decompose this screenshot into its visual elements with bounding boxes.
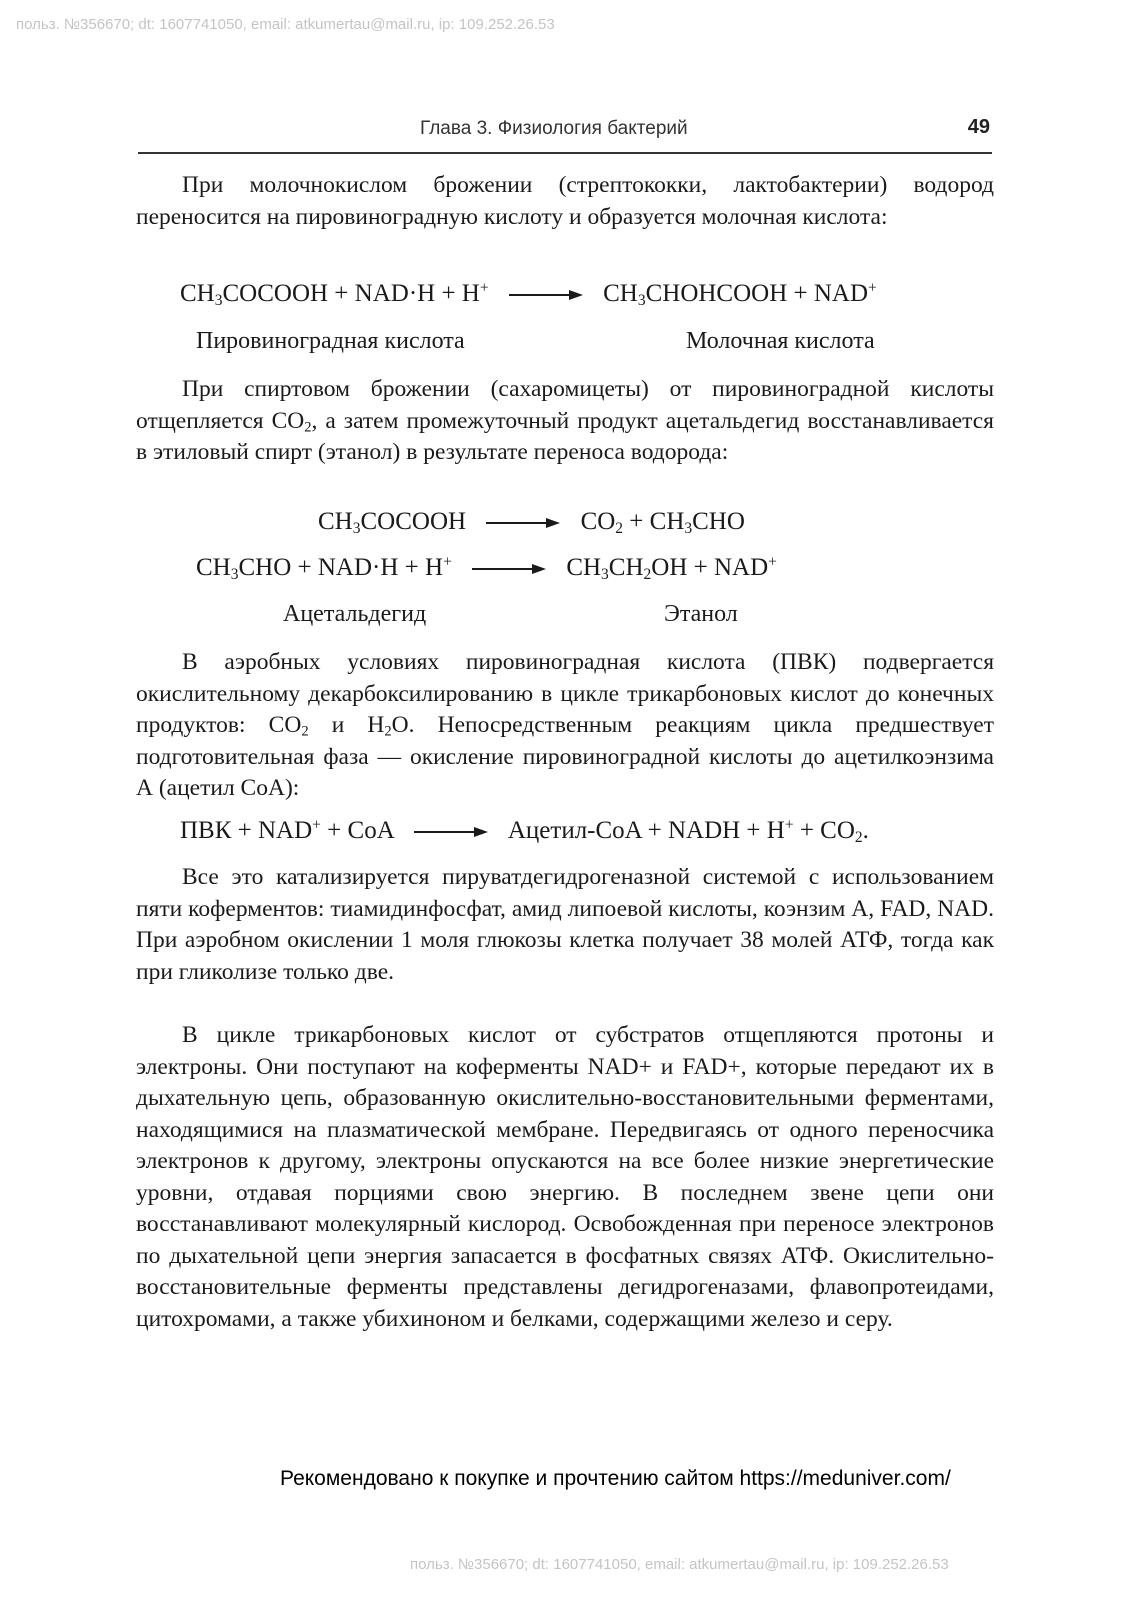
label-lactic-acid: Молочная кислота (686, 328, 875, 354)
paragraph-alcohol-fermentation: При спиртовом брожении (сахаромицеты) от пировиноградной кислоты отщепляется $CO_2$, а затем промежуточный продукт ацетальдегид восстанавливается в этиловый спирт (этанол) в результате переноса водорода: (136, 376, 994, 465)
page-header (138, 112, 992, 154)
reaction-arrow (509, 289, 583, 301)
chapter-title: Глава 3. Физиология бактерий (420, 118, 688, 139)
label-pyruvic-acid: Пировиноградная кислота (196, 328, 465, 354)
paragraph-aerobic: В аэробных условиях пировиноградная кислота (ПВК) подвергается окислительному декарбоксилированию в цикле трикарбоновых кислот до конечных продуктов: $CO_2$ и $H_2O$. Непосредственным реакциям цикла предшествует подготовительная фаза — окисление пировиноградной кислоты до ацетилкоэнзима А (ацетил CoA): (136, 649, 994, 801)
watermark-top: польз. №356670; dt: 1607741050, email: atkumertau@mail.ru, ip: 109.252.26.53 (16, 16, 555, 33)
reaction-arrow (472, 563, 546, 575)
label-acetaldehyde: Ацетальдегид (283, 601, 427, 627)
reaction-arrow (414, 826, 488, 838)
equation-acetyl-coa: ПВК + NAD+ + CoA Ацетил-CoA + NADH + $H^+ + CO_2$. (180, 816, 869, 846)
equation-decarboxylation: $CH_3COCOOH$ $CO_2 + CH_3CHO$ (318, 508, 745, 537)
page-number: 49 (967, 116, 990, 138)
paragraph-respiratory-chain: В цикле трикарбоновых кислот от субстратов отщепляются протоны и электроны. Они поступают на коферменты NAD+ и FAD+, которые передают их в дыхательную цепь, образованную окислительно-восстановительными ферментами, находящимися на плазматической мембране. Передвигаясь от одного переносчика электронов к другому, электроны опускаются на все более низкие энергетические уровни, отдавая порциями свою энергию. В последнем звене цепи они восстанавливают молекулярный кислород. Освобожденная при переносе электронов по дыхательной цепи энергия запасается в фосфатных связях АТФ. Окислительно-восстановительные ферменты представлены дегидрогеназами, флавопротеидами, цитохромами, а также убихиноном и белками, содержащими железо и серу. (136, 1022, 994, 1332)
watermark-bottom: польз. №356670; dt: 1607741050, email: atkumertau@mail.ru, ip: 109.252.26.53 (410, 1556, 949, 1573)
recommendation-note: Рекомендовано к покупке и прочтению сайтом https://meduniver.com/ (280, 1467, 951, 1490)
equation-ethanol: $CH_3CHO + NAD\cdot H + H^+$ $CH_3CH_2OH + NAD^+$ (196, 553, 777, 583)
reaction-arrow (486, 517, 560, 529)
label-ethanol: Этанол (664, 601, 738, 627)
equation-lactic: $CH_3COCOOH + NAD\cdot H + H^+$ $CH_3CHOHCOOH + NAD^+$ (180, 279, 877, 309)
paragraph-lactic-fermentation: При молочнокислом брожении (стрептококки, лактобактерии) водород переносится на пировиноградную кислоту и образуется молочная кислота: (136, 172, 994, 230)
paragraph-pyruvate-dehydrogenase: Все это катализируется пируватдегидрогеназной системой с использованием пяти коферментов: тиамидинфосфат, амид липоевой кислоты, коэнзим А, FAD, NAD. При аэробном окислении 1 моля глюкозы клетка получает 38 молей АТФ, тогда как при гликолизе только две. (136, 864, 994, 985)
